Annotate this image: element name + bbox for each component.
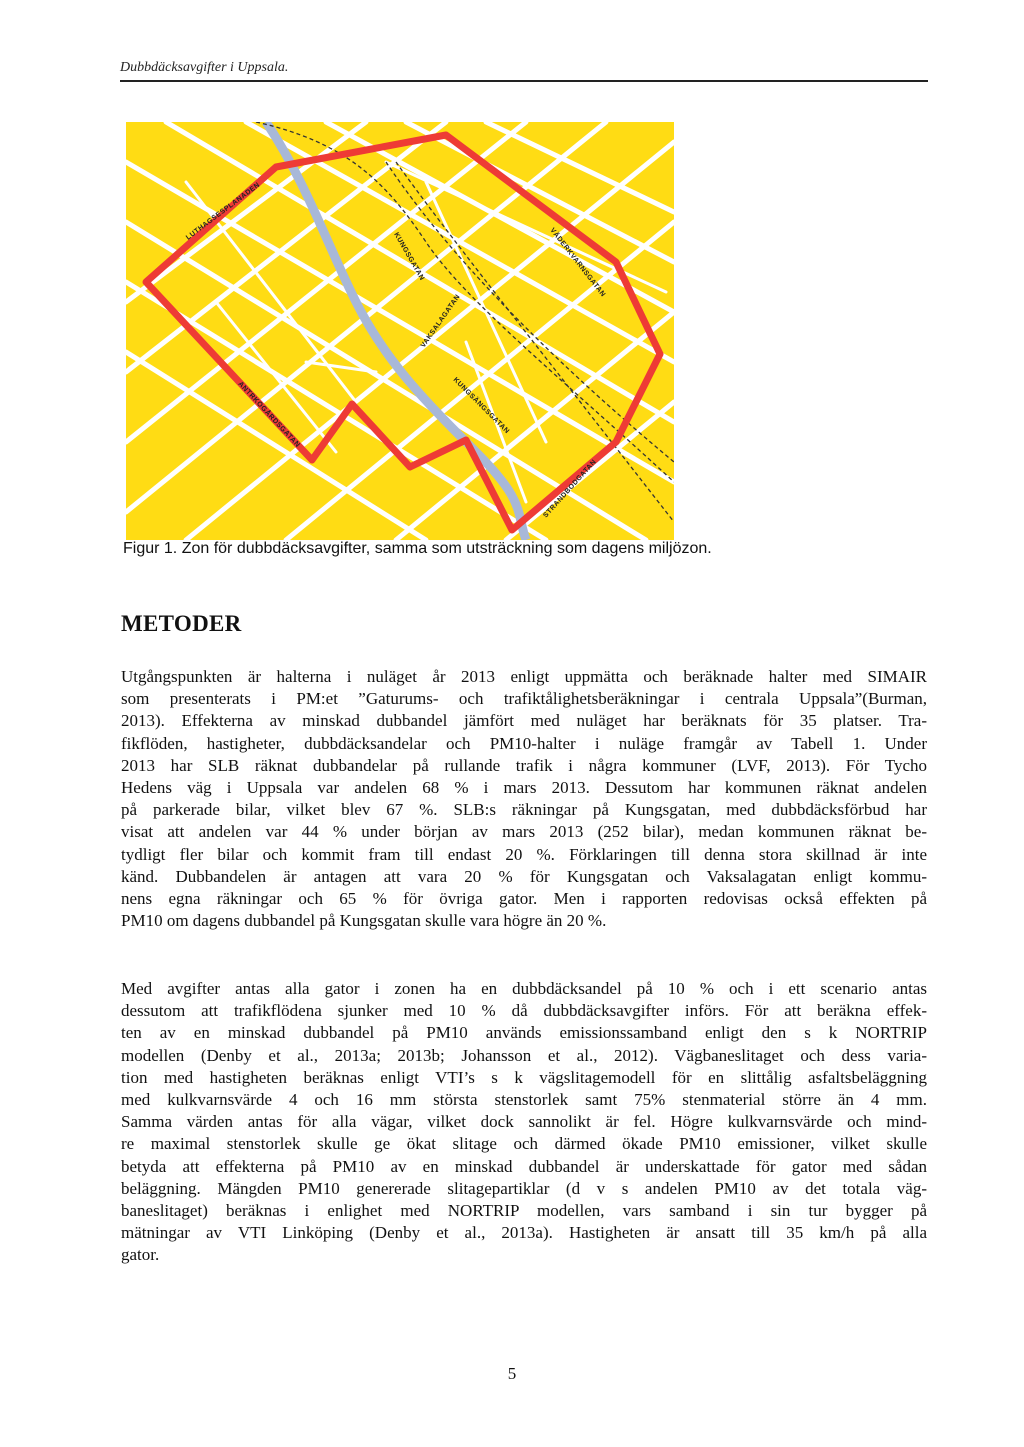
text-line: 2013). Effekterna av minskad dubbandel jämfört med nuläget har beräknats för 35 platser. Tra- [121, 711, 927, 731]
text-line: 2013 har SLB räknat dubbandelar på rullande trafik i några kommuner (LVF, 2013). För Tycho [121, 755, 927, 775]
text-line: mätningar av VTI Linköping (Denby et al., 2013a). Hastigheten är ansatt till 35 km/h på alla [121, 1223, 927, 1243]
text-line: Samma värden antas för alla vägar, vilket dock sannolikt är fel. Högre kulkvarnsvärde och mind- [121, 1112, 927, 1132]
street-label: STRANDBODGATAN [542, 458, 599, 520]
text-line: fikflöden, hastigheter, dubbdäcksandelar och PM10-halter i nuläge framgår av Tabell 1. Under [121, 733, 927, 753]
street-label: LUTHAGSESPLANADEN [184, 181, 262, 242]
street-label: KUNGSGATAN [392, 231, 426, 282]
text-line: känd. Dubbandelen är antagen att vara 20 % för Kungsgatan och Vaksalagatan enligt kommu- [121, 866, 927, 886]
text-line: Utgångspunkten är halterna i nuläget år 2013 enligt uppmätta och beräknade halter med SIMAIR [121, 667, 927, 686]
text-line: dessutom att trafikflödena sjunker med 10 % då dubbdäcksavgifter införs. För att beräkna effek- [121, 1001, 927, 1021]
text-line: tydligt fler bilar och kommit fram till endast 20 %. Förklaringen till denna stora skillnad är inte [121, 844, 927, 864]
paragraph-2 [121, 978, 927, 1267]
text-line: som presenterats i PM:et ”Gaturums- och trafiktålighetsberäkningar i centrala Uppsala”(Burman, [121, 689, 927, 709]
street-label: KUNGSÄNGSGATAN [451, 376, 511, 436]
street-label: ANTRKOGÅRDSGATAN [236, 380, 302, 450]
paragraph-1 [121, 666, 927, 932]
text-line: beläggning. Mängden PM10 genererade slitagepartiklar (d v s andelen PM10 av det totala väg- [121, 1178, 927, 1198]
text-line: tion med hastigheten beräknas enligt VTI’s s k vägslitagemodell för en slittålig asfaltsbeläggning [121, 1067, 927, 1087]
text-line: på parkerade bilar, vilket blev 67 %. SLB:s räkningar på Kungsgatan, med dubbdäcksförbud har [121, 800, 927, 820]
page-number: 5 [507, 1364, 517, 1383]
text-line: Med avgifter antas alla gator i zonen ha en dubbdäcksandel på 10 % och i ett scenario antas [121, 979, 927, 998]
text-line: ten av en minskad dubbandel på PM10 används emissionssamband enligt den s k NORTRIP [121, 1023, 927, 1043]
header-rule [120, 80, 928, 82]
text-line: visat att andelen var 44 % under början av mars 2013 (252 bilar), medan kommunen räknat be- [121, 822, 927, 842]
text-line: Hedens väg i Uppsala var andelen 68 % i mars 2013. Dessutom har kommunen räknat andelen [121, 778, 927, 798]
figure-caption: Figur 1. Zon för dubbdäcksavgifter, samma som utsträckning som dagens miljözon. [123, 540, 712, 557]
text-line: gator. [121, 1245, 160, 1265]
text-line: med kulkvarnsvärde 4 och 16 mm största stenstorlek samt 75% stenmaterial större än 4 mm. [121, 1090, 927, 1110]
section-heading: METODER [121, 611, 242, 636]
zone-map [126, 122, 674, 540]
running-header: Dubbdäcksavgifter i Uppsala. [120, 60, 289, 75]
text-line: PM10 om dagens dubbandel på Kungsgatan skulle vara högre än 20 %. [121, 911, 607, 931]
text-line: modellen (Denby et al., 2013a; 2013b; Johansson et al., 2012). Vägbaneslitaget och dess varia- [121, 1045, 927, 1065]
text-line: betyda att effekterna på PM10 av en minskad dubbandel är underskattade för gator med sådan [121, 1156, 927, 1176]
street-label: VÄDERKVARNSGATAN [548, 226, 607, 299]
text-line: nens egna räkningar och 65 % för övriga gator. Men i rapporten redovisas också effekten på [121, 889, 927, 909]
street-label: VAKSALAGATAN [419, 293, 462, 350]
text-line: baneslitaget) beräknas i enlighet med NORTRIP modellen, vars samband i sin tur bygger på [121, 1201, 927, 1221]
text-line: re maximal stenstorlek skulle ge ökat slitage och därmed ökade PM10 emissioner, vilket skulle [121, 1134, 927, 1154]
